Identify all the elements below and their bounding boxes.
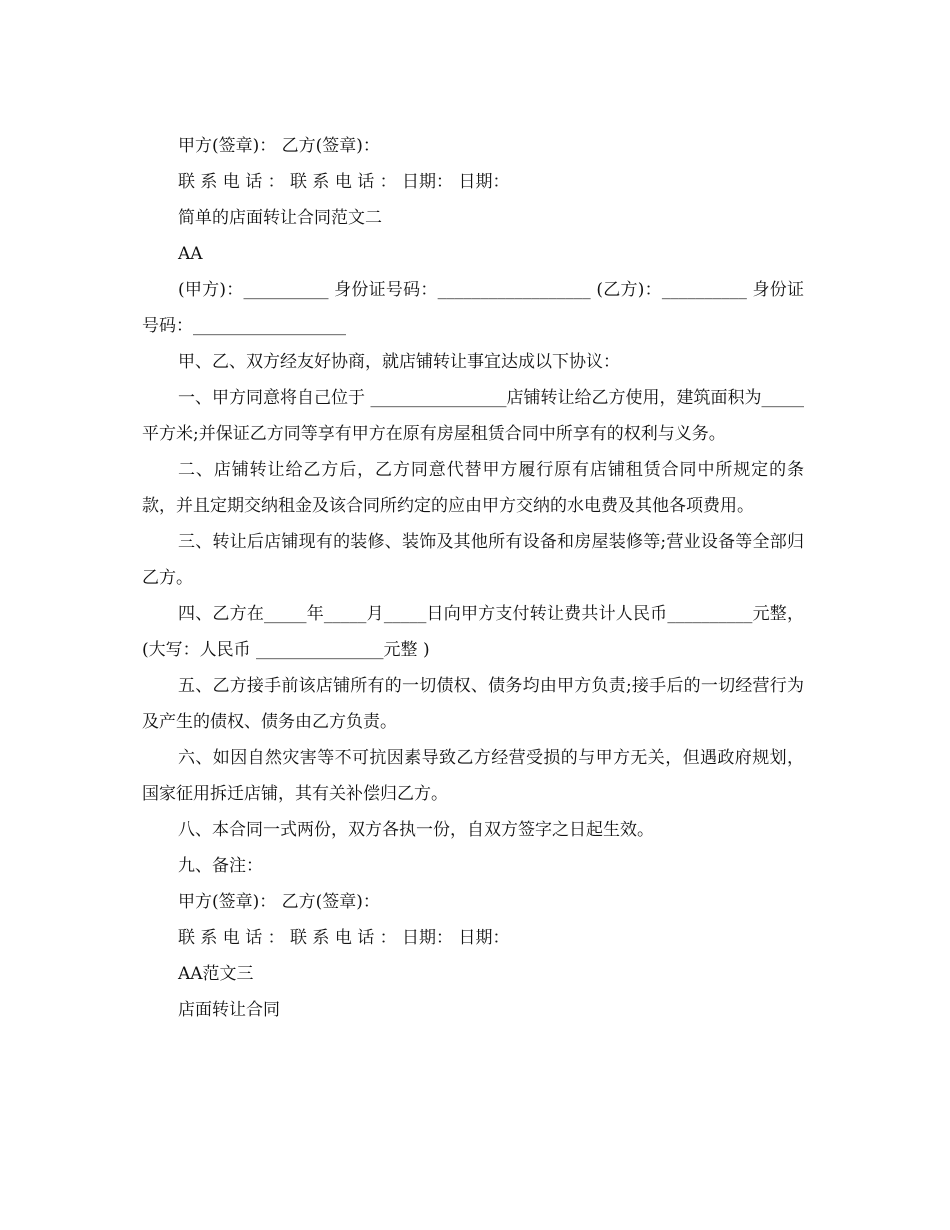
phone-date-line: 联 系 电 话 ： 联 系 电 话 ： 日期： 日期： <box>178 928 510 948</box>
clause-6: 六、如因自然灾害等不可抗因素导致乙方经营受损的与甲方无关，但遇政府规划，国家征用拆迁店铺，其有关补偿归乙方。 <box>142 748 804 804</box>
phone-date-line: 联 系 电 话 ： 联 系 电 话 ： 日期： 日期： <box>178 172 510 192</box>
signature-line: 甲方(签章)： 乙方(签章)： <box>178 892 380 912</box>
section-title: 简单的店面转让合同范文二 <box>178 208 382 228</box>
section-title: AA范文三 <box>178 964 254 984</box>
section-subtitle: 店面转让合同 <box>178 1000 280 1020</box>
clause-4: 四、乙方在_____年_____月_____日向甲方支付转让费共计人民币__________元整，(大写：人民币 _______________元整 ) <box>142 604 804 660</box>
clause-9-remarks: 九、备注： <box>178 856 263 876</box>
clause-1: 一、甲方同意将自己位于 ________________店铺转让给乙方使用，建筑面积为_____平方米;并保证乙方同等享有甲方在原有房屋租赁合同中所享有的权利与义务。 <box>142 388 804 444</box>
clause-3: 三、转让后店铺现有的装修、装饰及其他所有设备和房屋装修等;营业设备等全部归乙方。 <box>142 532 804 588</box>
clause-8: 八、本合同一式两份，双方各执一份，自双方签字之日起生效。 <box>178 820 654 840</box>
document-body <box>142 128 804 1028</box>
clause-5: 五、乙方接手前该店铺所有的一切债权、债务均由甲方负责;接手后的一切经营行为及产生的债权、债务由乙方负责。 <box>142 676 804 732</box>
agreement-intro: 甲、乙、双方经友好协商，就店铺转让事宜达成以下协议： <box>178 352 620 372</box>
parties-id-line: (甲方)：__________ 身份证号码：__________________ (乙方)：__________ 身份证号码：__________________ <box>142 280 804 336</box>
signature-line: 甲方(签章)： 乙方(签章)： <box>178 136 380 156</box>
section-marker: AA <box>178 244 203 264</box>
clause-2: 二、店铺转让给乙方后，乙方同意代替甲方履行原有店铺租赁合同中所规定的条款，并且定期交纳租金及该合同所约定的应由甲方交纳的水电费及其他各项费用。 <box>142 460 804 516</box>
